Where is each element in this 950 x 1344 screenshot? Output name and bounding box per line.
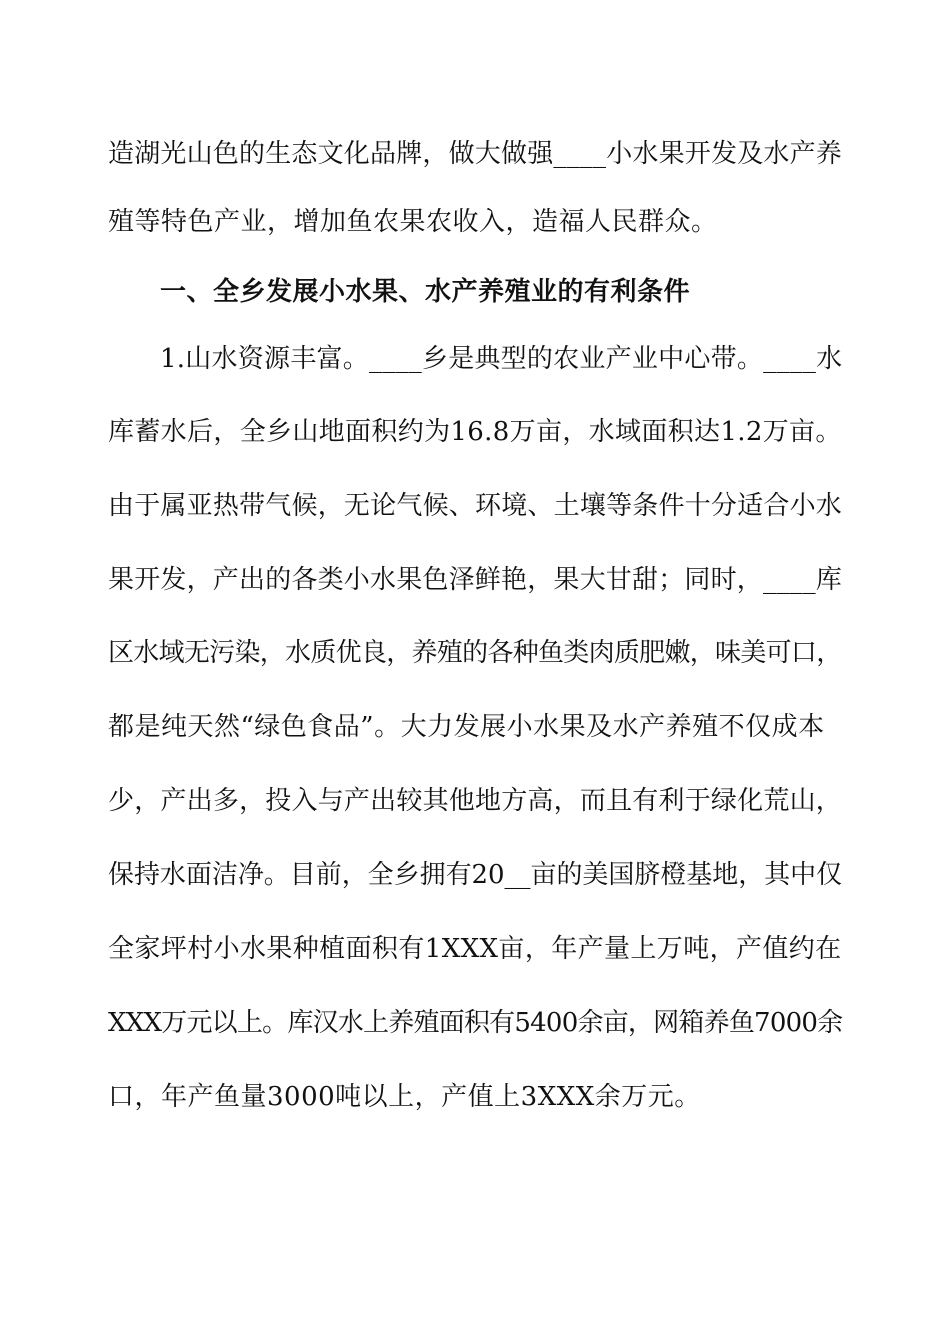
body-text-line: 殖等特色产业，增加鱼农果农收入，造福人民群众。: [108, 207, 718, 237]
body-text-line: 全家坪村小水果种植面积有1XXX亩，年产量上万吨，产值约在: [108, 934, 842, 964]
body-text-line: 保持水面洁净。目前，全乡拥有20__亩的美国脐橙基地，其中仅: [108, 860, 843, 890]
section-heading: 一、全乡发展小水果、水产养殖业的有利条件: [160, 277, 691, 307]
body-text-line: 都是纯天然“绿色食品”。大力发展小水果及水产养殖不仅成本: [108, 712, 825, 742]
body-text-line: 库蓄水后，全乡山地面积约为16.8万亩，水域面积达1.2万亩。: [108, 417, 842, 447]
body-text-line: 果开发，产出的各类小水果色泽鲜艳，果大甘甜；同时，____库: [108, 565, 843, 595]
body-text-line: 造湖光山色的生态文化品牌，做大做强____小水果开发及水产养: [108, 139, 843, 169]
body-text-line: 区水域无污染，水质优良，养殖的各种鱼类肉质肥嫩，味美可口，: [108, 638, 842, 668]
body-text-line: 少，产出多，投入与产出较其他地方高，而且有利于绿化荒山，: [108, 786, 843, 816]
body-text-line: 1.山水资源丰富。____乡是典型的农业产业中心带。____水: [160, 344, 843, 374]
body-text-line: 口，年产鱼量3000吨以上，产值上3XXX余万元。: [108, 1082, 701, 1112]
body-text-line: 由于属亚热带气候，无论气候、环境、土壤等条件十分适合小水: [108, 491, 843, 521]
body-text-line: XXX万元以上。库汉水上养殖面积有5400余亩，网箱养鱼7000余: [108, 1008, 843, 1038]
